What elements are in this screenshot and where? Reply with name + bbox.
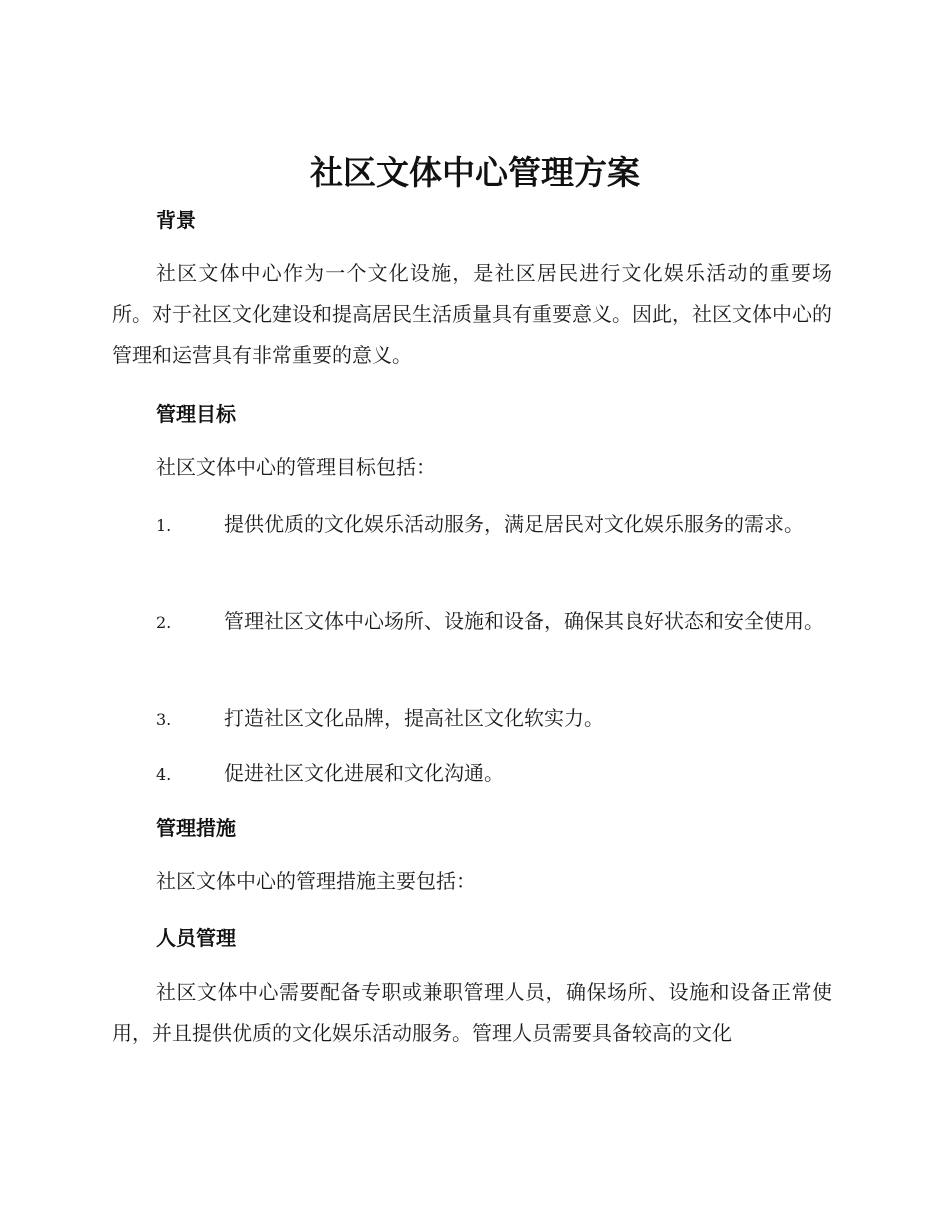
list-number: 4.: [156, 765, 172, 784]
section-heading-measures: 管理措施: [156, 816, 236, 840]
goal-list-item: [112, 503, 832, 547]
section-heading-background: 背景: [156, 208, 196, 232]
goal-list-item: [112, 600, 832, 644]
section-heading-goals: 管理目标: [156, 402, 236, 426]
section-heading-personnel: 人员管理: [156, 926, 236, 950]
personnel-paragraph: 社区文体中心需要配备专职或兼职管理人员，确保场所、设施和设备正常使用，并且提供优质的文化娱乐活动服务。管理人员需要具备较高的文化: [112, 980, 832, 1045]
list-item-text: 提供优质的文化娱乐活动服务，满足居民对文化娱乐服务的需求。: [224, 512, 804, 536]
list-item-text: 打造社区文化品牌，提高社区文化软实力。: [224, 706, 604, 730]
list-number: 1.: [156, 516, 172, 535]
goals-intro: 社区文体中心的管理目标包括：: [156, 455, 436, 479]
list-number: 3.: [156, 710, 172, 729]
measures-intro: 社区文体中心的管理措施主要包括：: [156, 869, 476, 893]
list-number: 2.: [156, 613, 172, 632]
list-item-text: 促进社区文化进展和文化沟通。: [224, 761, 504, 785]
goal-list-item: [112, 752, 832, 796]
list-item-text: 管理社区文体中心场所、设施和设备，确保其良好状态和安全使用。: [224, 609, 824, 633]
goal-list-item: [112, 697, 832, 741]
document-title: 社区文体中心管理方案: [310, 153, 640, 192]
background-paragraph: 社区文体中心作为一个文化设施，是社区居民进行文化娱乐活动的重要场所。对于社区文化建设和提高居民生活质量具有重要意义。因此，社区文体中心的管理和运营具有非常重要的意义。: [112, 261, 832, 367]
